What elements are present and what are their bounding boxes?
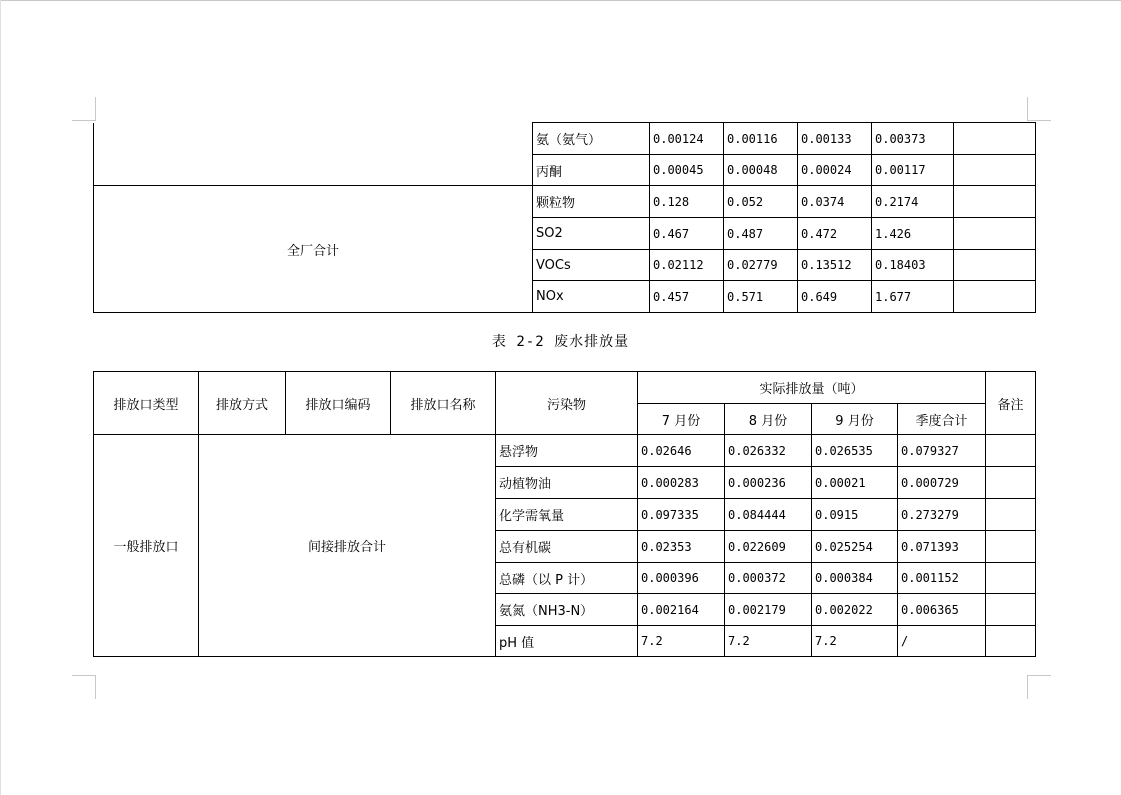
value-cell: 0.052: [724, 186, 798, 218]
value-cell: 0.13512: [798, 250, 872, 281]
value-cell: 0.002179: [725, 594, 812, 626]
note-cell: [986, 563, 1036, 594]
value-cell: 0.026332: [725, 435, 812, 467]
indirect-discharge-total-cell: 间接排放合计: [199, 435, 496, 657]
note-cell: [954, 155, 1036, 186]
value-cell: 0.097335: [638, 499, 725, 531]
pollutant-cell: 化学需氧量: [496, 499, 638, 531]
value-cell: 0.273279: [898, 499, 986, 531]
note-cell: [986, 467, 1036, 499]
table-row: [94, 186, 1036, 218]
crop-mark-top-right: [1027, 120, 1051, 121]
note-cell: [954, 281, 1036, 313]
value-cell: 0.649: [798, 281, 872, 313]
value-cell: 1.426: [872, 218, 954, 250]
value-cell: /: [898, 626, 986, 657]
header-outlet-code: 排放口编码: [286, 372, 391, 435]
value-cell: 0.00048: [724, 155, 798, 186]
value-cell: 0.00045: [650, 155, 724, 186]
crop-mark-bottom-left: [72, 675, 96, 676]
header-september: 9 月份: [812, 404, 898, 435]
value-cell: 0.467: [650, 218, 724, 250]
note-cell: [986, 626, 1036, 657]
value-cell: 0.02646: [638, 435, 725, 467]
pollutant-cell: SO2: [533, 218, 650, 250]
value-cell: 0.000729: [898, 467, 986, 499]
pollutant-cell: VOCs: [533, 250, 650, 281]
header-note: 备注: [986, 372, 1036, 435]
note-cell: [986, 531, 1036, 563]
value-cell: 0.2174: [872, 186, 954, 218]
crop-mark-bottom-right: [1027, 675, 1051, 676]
header-quarter-total: 季度合计: [898, 404, 986, 435]
note-cell: [986, 594, 1036, 626]
table-row: [94, 435, 1036, 467]
value-cell: 1.677: [872, 281, 954, 313]
value-cell: 0.00117: [872, 155, 954, 186]
crop-mark-top-left: [72, 120, 96, 121]
value-cell: 0.18403: [872, 250, 954, 281]
note-cell: [954, 250, 1036, 281]
value-cell: 0.0374: [798, 186, 872, 218]
value-cell: 0.026535: [812, 435, 898, 467]
header-pollutant: 污染物: [496, 372, 638, 435]
value-cell: 0.002022: [812, 594, 898, 626]
value-cell: 0.472: [798, 218, 872, 250]
pollutant-cell: pH 值: [496, 626, 638, 657]
value-cell: 0.002164: [638, 594, 725, 626]
value-cell: 0.02779: [724, 250, 798, 281]
header-outlet-name: 排放口名称: [391, 372, 496, 435]
value-cell: 0.071393: [898, 531, 986, 563]
wastewater-table: [93, 371, 1036, 657]
header-actual-emission: 实际排放量（吨）: [638, 372, 986, 404]
pollutant-cell: 总磷（以 P 计）: [496, 563, 638, 594]
crop-mark-bottom-left: [95, 675, 96, 699]
value-cell: 0.022609: [725, 531, 812, 563]
value-cell: 0.000384: [812, 563, 898, 594]
pollutant-cell: 总有机碳: [496, 531, 638, 563]
value-cell: 0.00021: [812, 467, 898, 499]
blank-group-cell: [94, 123, 533, 186]
header-outlet-type: 排放口类型: [94, 372, 199, 435]
value-cell: 0.00373: [872, 123, 954, 155]
plant-total-label: 全厂合计: [94, 186, 533, 313]
value-cell: 0.025254: [812, 531, 898, 563]
value-cell: 0.00024: [798, 155, 872, 186]
note-cell: [954, 186, 1036, 218]
value-cell: 0.000396: [638, 563, 725, 594]
value-cell: 7.2: [638, 626, 725, 657]
note-cell: [986, 499, 1036, 531]
value-cell: 7.2: [725, 626, 812, 657]
crop-mark-top-right: [1027, 97, 1028, 121]
pollutant-cell: 丙酮: [533, 155, 650, 186]
value-cell: 0.02353: [638, 531, 725, 563]
header-august: 8 月份: [725, 404, 812, 435]
value-cell: 0.128: [650, 186, 724, 218]
table-row: [94, 123, 1036, 155]
value-cell: 0.000236: [725, 467, 812, 499]
value-cell: 7.2: [812, 626, 898, 657]
value-cell: 0.000372: [725, 563, 812, 594]
value-cell: 0.487: [724, 218, 798, 250]
value-cell: 0.00124: [650, 123, 724, 155]
pollutant-cell: 氨（氨气）: [533, 123, 650, 155]
header-method: 排放方式: [199, 372, 286, 435]
value-cell: 0.00116: [724, 123, 798, 155]
pollutant-cell: 颗粒物: [533, 186, 650, 218]
value-cell: 0.001152: [898, 563, 986, 594]
pollutant-cell: 悬浮物: [496, 435, 638, 467]
value-cell: 0.571: [724, 281, 798, 313]
header-july: 7 月份: [638, 404, 725, 435]
exhaust-gas-table: [93, 122, 1036, 313]
pollutant-cell: NOx: [533, 281, 650, 313]
note-cell: [954, 218, 1036, 250]
value-cell: 0.0915: [812, 499, 898, 531]
pollutant-cell: 氨氮（NH3-N）: [496, 594, 638, 626]
value-cell: 0.084444: [725, 499, 812, 531]
page-left-border: [0, 0, 1, 795]
value-cell: 0.000283: [638, 467, 725, 499]
page-top-border: [0, 0, 1121, 1]
note-cell: [954, 123, 1036, 155]
outlet-type-cell: 一般排放口: [94, 435, 199, 657]
note-cell: [986, 435, 1036, 467]
value-cell: 0.02112: [650, 250, 724, 281]
crop-mark-bottom-right: [1027, 675, 1028, 699]
pollutant-cell: 动植物油: [496, 467, 638, 499]
crop-mark-top-left: [95, 97, 96, 121]
value-cell: 0.00133: [798, 123, 872, 155]
value-cell: 0.079327: [898, 435, 986, 467]
value-cell: 0.457: [650, 281, 724, 313]
table-caption: 表 2-2 废水排放量: [491, 334, 630, 350]
header-row: [94, 372, 1036, 404]
value-cell: 0.006365: [898, 594, 986, 626]
